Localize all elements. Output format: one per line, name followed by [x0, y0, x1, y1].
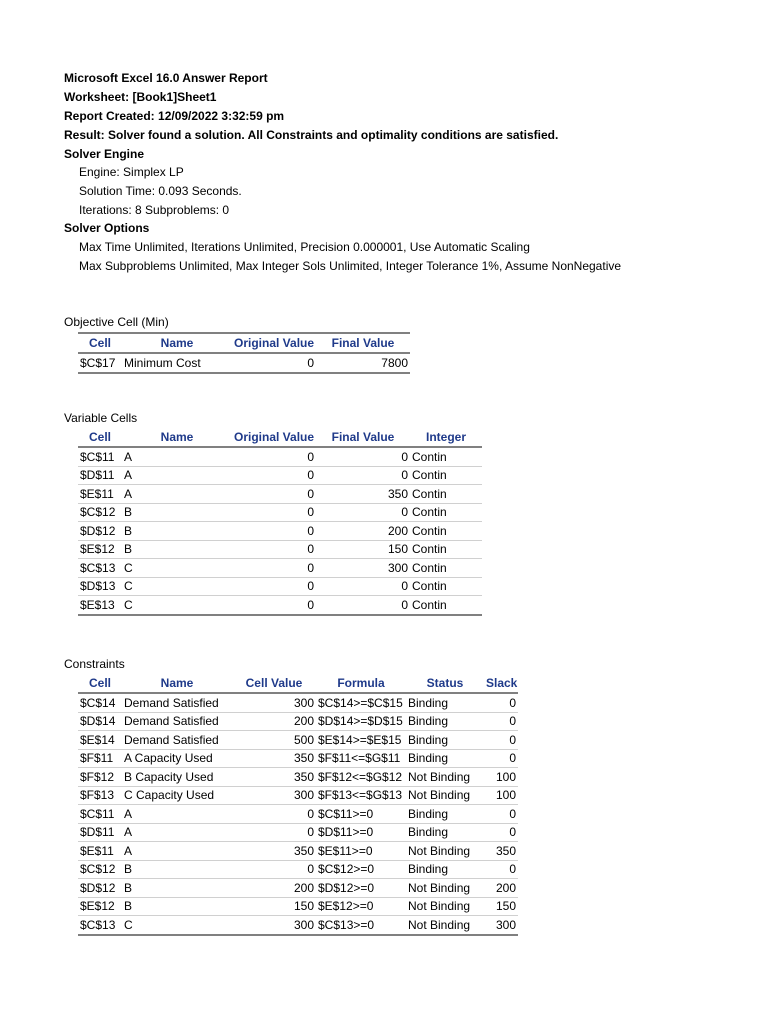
cell-name: Demand Satisfied	[122, 712, 232, 731]
integer-type: Contin	[410, 596, 482, 615]
cell-name: A	[122, 823, 232, 842]
cell-value: 150	[232, 897, 316, 916]
cell-ref: $E$12	[78, 897, 122, 916]
col-header-cell: Cell	[78, 674, 122, 693]
cell-name: C	[122, 559, 232, 578]
formula: $E$11>=0	[316, 842, 406, 861]
formula: $E$12>=0	[316, 897, 406, 916]
table-row	[78, 503, 482, 522]
table-row	[78, 842, 518, 861]
slack: 0	[484, 823, 518, 842]
original-value: 0	[232, 596, 316, 615]
cell-name: Demand Satisfied	[122, 693, 232, 712]
cell-ref: $C$13	[78, 916, 122, 935]
cell-name: B	[122, 879, 232, 898]
cell-ref: $D$14	[78, 712, 122, 731]
worksheet-line: Worksheet: [Book1]Sheet1	[64, 90, 217, 104]
cell-ref: $C$13	[78, 559, 122, 578]
table-row	[78, 693, 518, 712]
original-value: 0	[232, 447, 316, 466]
integer-type: Contin	[410, 503, 482, 522]
cell-value: 0	[232, 823, 316, 842]
cell-ref: $E$12	[78, 540, 122, 559]
slack: 0	[484, 805, 518, 824]
status: Not Binding	[406, 768, 484, 787]
col-header-name: Name	[122, 333, 232, 353]
cell-ref: $E$11	[78, 842, 122, 861]
status: Binding	[406, 823, 484, 842]
formula: $C$11>=0	[316, 805, 406, 824]
cell-name: Minimum Cost	[122, 353, 232, 373]
col-header-original-value: Original Value	[232, 428, 316, 447]
table-row	[78, 786, 518, 805]
cell-name: A	[122, 842, 232, 861]
cell-name: A Capacity Used	[122, 749, 232, 768]
table-row	[78, 466, 482, 485]
original-value: 0	[232, 577, 316, 596]
cell-ref: $F$12	[78, 768, 122, 787]
final-value: 150	[316, 540, 410, 559]
col-header-formula: Formula	[316, 674, 406, 693]
objective-table	[78, 332, 410, 374]
status: Not Binding	[406, 879, 484, 898]
integer-type: Contin	[410, 447, 482, 466]
cell-value: 200	[232, 712, 316, 731]
final-value: 0	[316, 466, 410, 485]
formula: $C$14>=$C$15	[316, 693, 406, 712]
col-header-cell-value: Cell Value	[232, 674, 316, 693]
original-value: 0	[232, 466, 316, 485]
cell-name: B	[122, 860, 232, 879]
cell-name: C	[122, 916, 232, 935]
cell-name: A	[122, 447, 232, 466]
status: Not Binding	[406, 916, 484, 935]
engine-line: Engine: Simplex LP	[79, 165, 184, 179]
variables-table	[78, 428, 482, 616]
slack: 0	[484, 712, 518, 731]
integer-type: Contin	[410, 577, 482, 596]
cell-value: 0	[232, 805, 316, 824]
cell-ref: $D$11	[78, 823, 122, 842]
final-value: 200	[316, 522, 410, 541]
cell-ref: $C$11	[78, 447, 122, 466]
cell-value: 500	[232, 731, 316, 750]
options-line-2: Max Subproblems Unlimited, Max Integer Sols Unlimited, Integer Tolerance 1%, Assume NonNegative	[79, 259, 622, 273]
constraints-table	[78, 674, 518, 936]
cell-ref: $D$11	[78, 466, 122, 485]
cell-name: B	[122, 897, 232, 916]
col-header-original-value: Original Value	[232, 333, 316, 353]
final-value: 0	[316, 596, 410, 615]
cell-ref: $E$13	[78, 596, 122, 615]
cell-value: 350	[232, 842, 316, 861]
formula: $D$12>=0	[316, 879, 406, 898]
slack: 0	[484, 749, 518, 768]
original-value: 0	[232, 353, 316, 373]
cell-value: 300	[232, 786, 316, 805]
solution-time-line: Solution Time: 0.093 Seconds.	[79, 184, 242, 198]
table-row	[78, 805, 518, 824]
formula: $E$14>=$E$15	[316, 731, 406, 750]
col-header-cell: Cell	[78, 333, 122, 353]
slack: 100	[484, 768, 518, 787]
col-header-cell: Cell	[78, 428, 122, 447]
table-row	[78, 559, 482, 578]
formula: $F$13<=$G$13	[316, 786, 406, 805]
status: Not Binding	[406, 842, 484, 861]
cell-name: B	[122, 503, 232, 522]
status: Not Binding	[406, 897, 484, 916]
cell-ref: $E$14	[78, 731, 122, 750]
col-header-final-value: Final Value	[316, 428, 410, 447]
table-row	[78, 596, 482, 615]
cell-name: C Capacity Used	[122, 786, 232, 805]
col-header-name: Name	[122, 674, 232, 693]
integer-type: Contin	[410, 466, 482, 485]
cell-ref: $D$12	[78, 522, 122, 541]
integer-type: Contin	[410, 522, 482, 541]
solver-engine-heading: Solver Engine	[64, 147, 145, 161]
formula: $C$13>=0	[316, 916, 406, 935]
table-row	[78, 879, 518, 898]
original-value: 0	[232, 485, 316, 504]
cell-ref: $D$13	[78, 577, 122, 596]
cell-value: 350	[232, 749, 316, 768]
cell-name: A	[122, 485, 232, 504]
integer-type: Contin	[410, 485, 482, 504]
col-header-integer: Integer	[410, 428, 482, 447]
cell-ref: $E$11	[78, 485, 122, 504]
col-header-slack: Slack	[484, 674, 518, 693]
original-value: 0	[232, 559, 316, 578]
report-title: Microsoft Excel 16.0 Answer Report	[64, 71, 268, 85]
objective-heading: Objective Cell (Min)	[64, 315, 169, 329]
slack: 200	[484, 879, 518, 898]
table-row	[78, 731, 518, 750]
cell-name: A	[122, 805, 232, 824]
constraints-heading: Constraints	[64, 657, 125, 671]
formula: $F$11<=$G$11	[316, 749, 406, 768]
table-row	[78, 577, 482, 596]
status: Not Binding	[406, 786, 484, 805]
report-created-line: Report Created: 12/09/2022 3:32:59 pm	[64, 109, 285, 123]
cell-ref: $C$14	[78, 693, 122, 712]
original-value: 0	[232, 503, 316, 522]
status: Binding	[406, 712, 484, 731]
table-row	[78, 485, 482, 504]
cell-name: A	[122, 466, 232, 485]
table-row	[78, 522, 482, 541]
cell-ref: $C$12	[78, 860, 122, 879]
cell-name: C	[122, 577, 232, 596]
slack: 0	[484, 860, 518, 879]
formula: $F$12<=$G$12	[316, 768, 406, 787]
original-value: 0	[232, 540, 316, 559]
cell-ref: $C$12	[78, 503, 122, 522]
slack: 150	[484, 897, 518, 916]
cell-ref: $C$11	[78, 805, 122, 824]
table-row	[78, 860, 518, 879]
status: Binding	[406, 749, 484, 768]
cell-ref: $F$13	[78, 786, 122, 805]
result-line: Result: Solver found a solution. All Constraints and optimality conditions are satisfied.	[64, 128, 559, 142]
table-row	[78, 897, 518, 916]
cell-value: 350	[232, 768, 316, 787]
status: Binding	[406, 693, 484, 712]
cell-name: B	[122, 540, 232, 559]
cell-ref: $D$12	[78, 879, 122, 898]
cell-ref: $F$11	[78, 749, 122, 768]
status: Binding	[406, 860, 484, 879]
cell-value: 0	[232, 860, 316, 879]
solver-options-heading: Solver Options	[64, 221, 150, 235]
col-header-name: Name	[122, 428, 232, 447]
slack: 350	[484, 842, 518, 861]
cell-ref: $C$17	[78, 353, 122, 373]
col-header-status: Status	[406, 674, 484, 693]
integer-type: Contin	[410, 540, 482, 559]
final-value: 300	[316, 559, 410, 578]
cell-name: B	[122, 522, 232, 541]
col-header-final-value: Final Value	[316, 333, 410, 353]
variables-heading: Variable Cells	[64, 411, 138, 425]
final-value: 7800	[316, 353, 410, 373]
original-value: 0	[232, 522, 316, 541]
table-row	[78, 823, 518, 842]
integer-type: Contin	[410, 559, 482, 578]
final-value: 0	[316, 503, 410, 522]
final-value: 0	[316, 447, 410, 466]
cell-name: B Capacity Used	[122, 768, 232, 787]
table-row	[78, 916, 518, 935]
iterations-line: Iterations: 8 Subproblems: 0	[79, 203, 230, 217]
table-row	[78, 712, 518, 731]
formula: $D$11>=0	[316, 823, 406, 842]
status: Binding	[406, 731, 484, 750]
options-line-1: Max Time Unlimited, Iterations Unlimited, Precision 0.000001, Use Automatic Scaling	[79, 240, 530, 254]
status: Binding	[406, 805, 484, 824]
table-row	[78, 353, 410, 373]
slack: 100	[484, 786, 518, 805]
final-value: 0	[316, 577, 410, 596]
cell-name: C	[122, 596, 232, 615]
table-row	[78, 447, 482, 466]
slack: 300	[484, 916, 518, 935]
formula: $C$12>=0	[316, 860, 406, 879]
slack: 0	[484, 693, 518, 712]
cell-value: 200	[232, 879, 316, 898]
cell-value: 300	[232, 693, 316, 712]
cell-value: 300	[232, 916, 316, 935]
table-row	[78, 749, 518, 768]
formula: $D$14>=$D$15	[316, 712, 406, 731]
final-value: 350	[316, 485, 410, 504]
table-row	[78, 768, 518, 787]
table-row	[78, 540, 482, 559]
slack: 0	[484, 731, 518, 750]
cell-name: Demand Satisfied	[122, 731, 232, 750]
